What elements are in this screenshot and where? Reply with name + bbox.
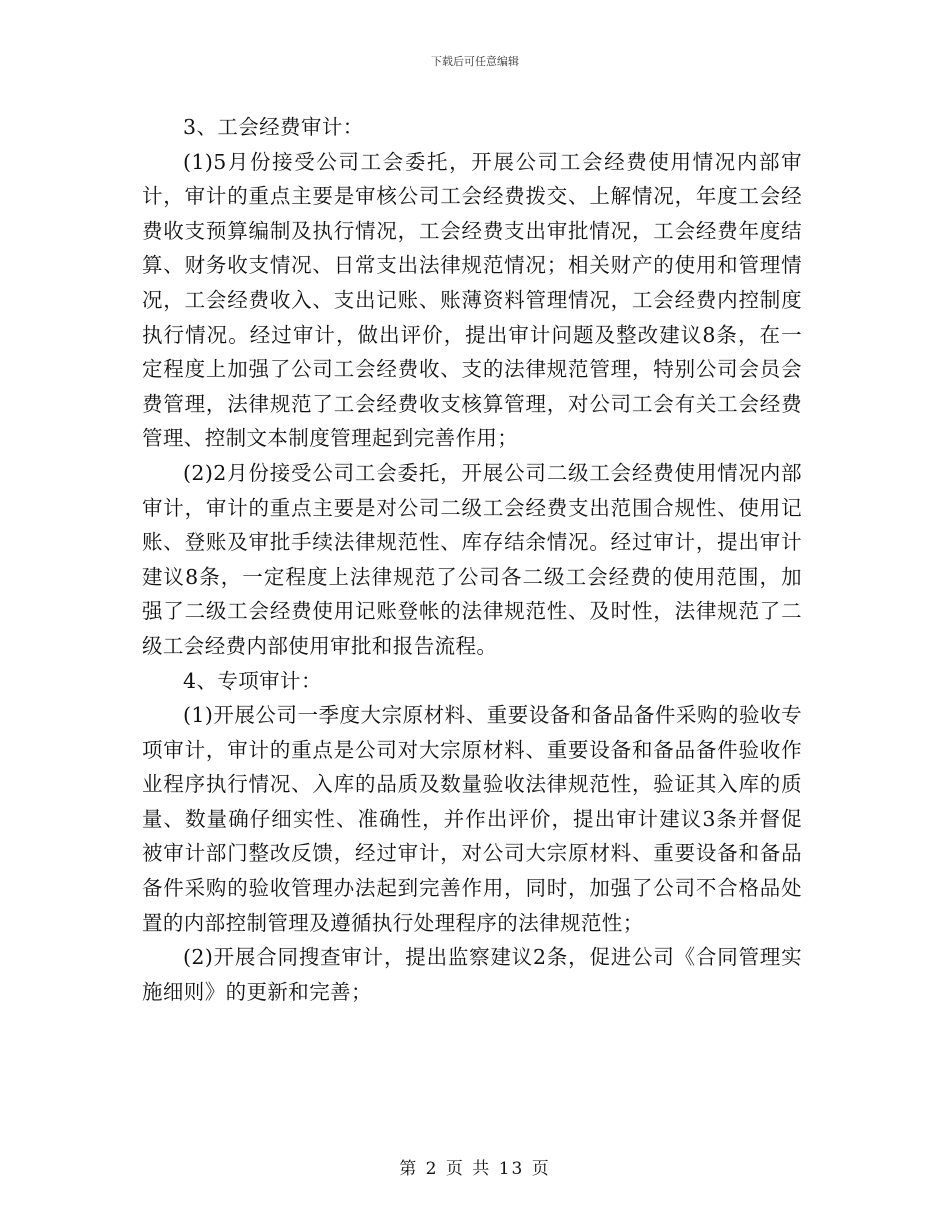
paragraph-special-audit-1: (1)开展公司一季度大宗原材料、重要设备和备品备件采购的验收专项审计，审计的重点是公司对大宗原材料、重要设备和备品备件验收作业程序执行情况、入库的品质及数量验收法律规范性，验证其入库的质量、数量确仔细实性、准确性，并作出评价，提出审计建议3条并督促被审计部门整改反馈，经过审计，对公司大宗原材料、重要设备和备品备件采购的验收管理办法起到完善作用，同时，加强了公司不合格品处置的内部控制管理及遵循执行处理程序的法律规范性； [142,703,802,935]
heading-union-audit: 3、工会经费审计： [183,115,364,139]
page-header: 下载后可任意编辑 [431,55,519,68]
heading-special-audit: 4、专项审计： [183,668,322,693]
paragraph-union-audit-2: (2)2月份接受公司工会委托，开展公司二级工会经费使用情况内部审计，审计的重点主要是对公司二级工会经费支出范围合规性、使用记账、登账及审批手续法律规范性、库存结余情况。经过审计，提出审计建议8条，一定程度上法律规范了公司各二级工会经费的使用范围，加强了二级工会经费使用记账登帐的法律规范性、及时性，法律规范了二级工会经费内部使用审批和报告流程。 [142,460,802,658]
paragraph-special-audit-2: (2)开展合同搜查审计，提出监察建议2条，促进公司《合同管理实施细则》的更新和完善； [142,945,802,1004]
paragraph-union-audit-1: (1)5月份接受公司工会委托，开展公司工会经费使用情况内部审计，审计的重点主要是审核公司工会经费拨交、上解情况，年度工会经费收支预算编制及执行情况，工会经费支出审批情况，工会经费年度结算、财务收支情况、日常支出法律规范情况；相关财产的使用和管理情况，工会经费收入、支出记账、账薄资料管理情况，工会经费内控制度执行情况。经过审计，做出评价，提出审计问题及整改建议8条，在一定程度上加强了公司工会经费收、支的法律规范管理，特别公司会员会费管理，法律规范了工会经费收支核算管理，对公司工会有关工会经费管理、控制文本制度管理起到完善作用； [142,149,802,451]
page-footer: 第 2 页 共 13 页 [399,1159,551,1179]
document-body [142,110,802,1009]
